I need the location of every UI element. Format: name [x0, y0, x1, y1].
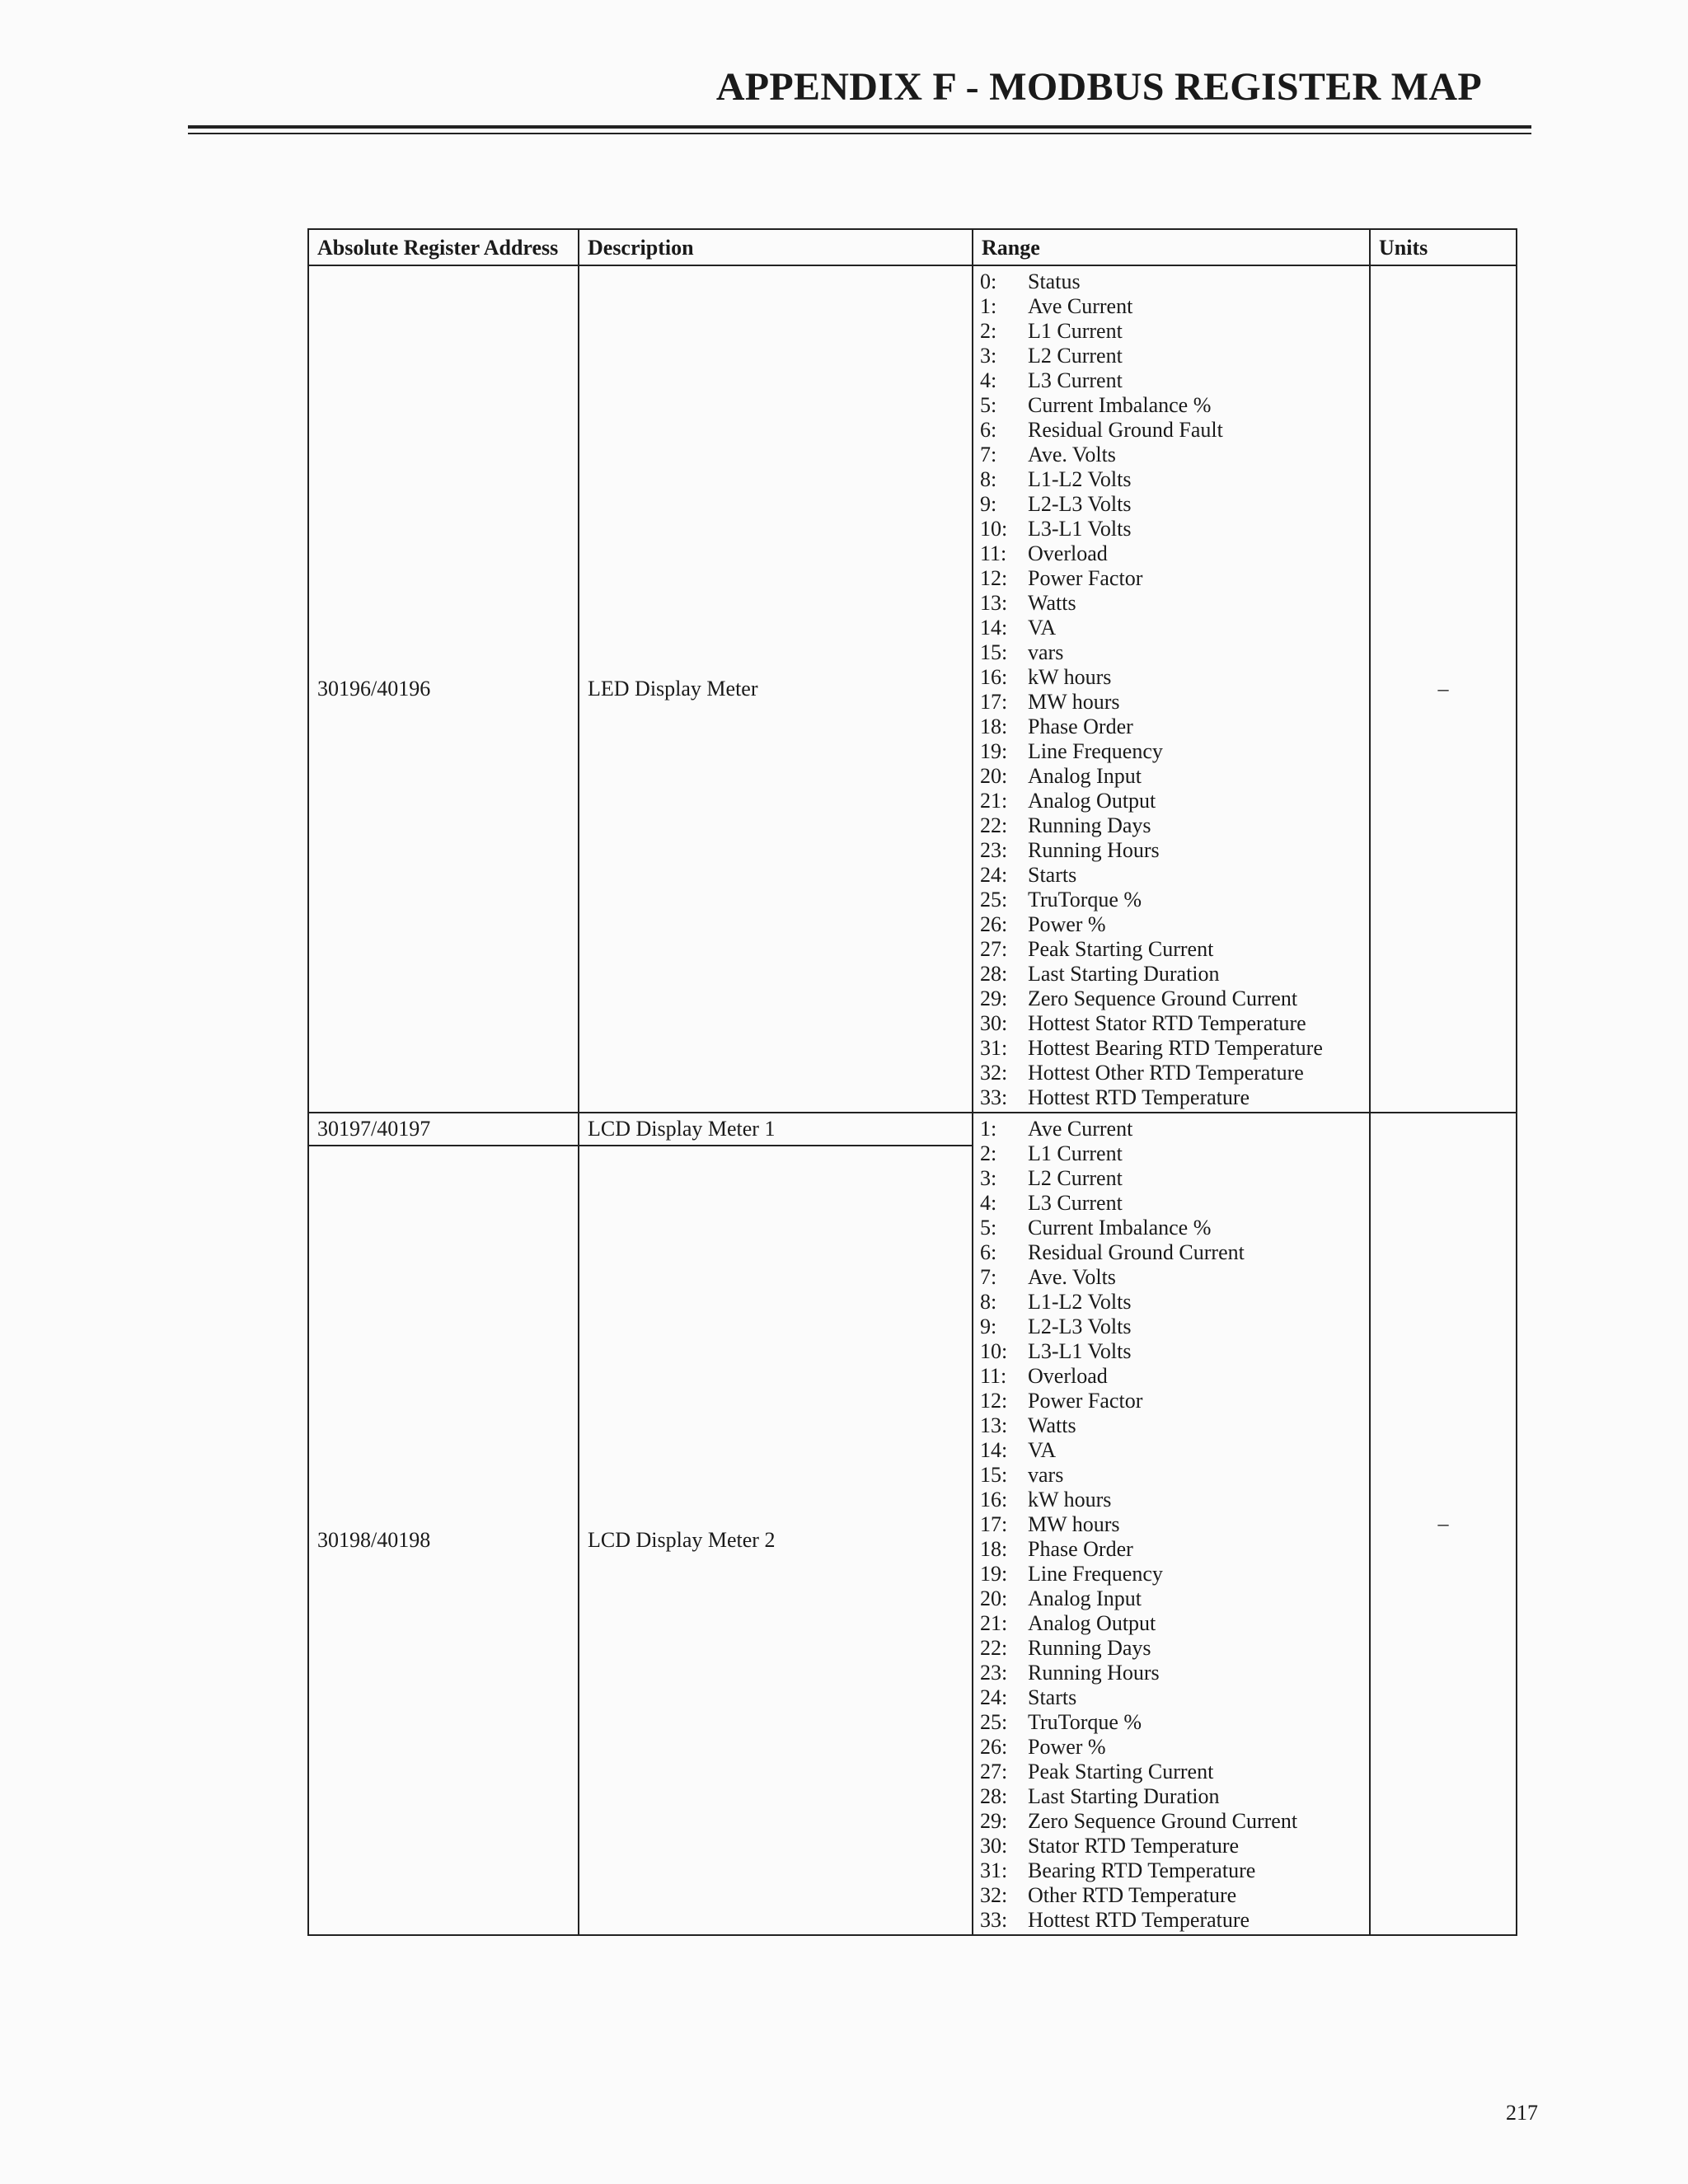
range-item-number: 0: — [980, 269, 997, 293]
range-item-number: 21: — [980, 789, 1008, 813]
range-item-label: Status — [1028, 269, 1081, 293]
range-item — [980, 1240, 1364, 1265]
modbus-register-table — [307, 228, 1517, 1936]
range-item-label: L1 Current — [1028, 1141, 1123, 1165]
description-cell: LCD Display Meter 2 — [579, 1146, 973, 1935]
range-item — [980, 987, 1364, 1011]
range-item-label: Last Starting Duration — [1028, 1784, 1220, 1808]
range-item-number: 3: — [980, 344, 997, 368]
page-number: 217 — [1506, 2101, 1538, 2125]
range-item — [980, 443, 1364, 467]
range-item-number: 1: — [980, 1117, 997, 1141]
range-item — [980, 344, 1364, 368]
range-cell — [973, 265, 1370, 1113]
range-item-label: Bearing RTD Temperature — [1028, 1858, 1256, 1882]
range-item — [980, 541, 1364, 566]
table-header-row — [308, 229, 1517, 265]
range-item-label: vars — [1028, 640, 1064, 664]
range-item-label: Ave Current — [1028, 294, 1133, 318]
range-item — [980, 962, 1364, 987]
range-item-number: 31: — [980, 1036, 1008, 1060]
range-item-number: 29: — [980, 987, 1008, 1010]
range-item-number: 18: — [980, 1537, 1008, 1561]
range-item-label: Phase Order — [1028, 1537, 1133, 1561]
range-item-label: Line Frequency — [1028, 739, 1163, 763]
range-list — [980, 1117, 1364, 1933]
range-item-label: Last Starting Duration — [1028, 962, 1220, 986]
range-item-number: 6: — [980, 418, 997, 442]
range-item-label: Peak Starting Current — [1028, 937, 1214, 961]
range-item-number: 12: — [980, 1389, 1008, 1413]
range-item-number: 27: — [980, 1760, 1008, 1783]
range-item-label: Analog Output — [1028, 789, 1156, 813]
range-item-label: kW hours — [1028, 665, 1112, 689]
address-cell: 30196/40196 — [308, 265, 579, 1113]
range-item — [980, 813, 1364, 838]
range-item-number: 16: — [980, 1488, 1008, 1511]
range-item — [980, 863, 1364, 888]
range-item-label: VA — [1028, 1438, 1057, 1462]
range-item-number: 18: — [980, 715, 1008, 738]
range-item-number: 21: — [980, 1611, 1008, 1635]
range-item — [980, 1488, 1364, 1512]
range-item-number: 1: — [980, 294, 997, 318]
range-item — [980, 690, 1364, 715]
title-rule-thin — [188, 133, 1531, 134]
range-item — [980, 665, 1364, 690]
range-item — [980, 912, 1364, 937]
range-item-label: Running Days — [1028, 1636, 1151, 1660]
range-item-number: 20: — [980, 764, 1008, 788]
range-item-label: L3-L1 Volts — [1028, 517, 1132, 541]
range-item — [980, 492, 1364, 517]
range-item-label: Line Frequency — [1028, 1562, 1163, 1586]
range-item — [980, 1537, 1364, 1562]
range-item-label: Hottest Other RTD Temperature — [1028, 1061, 1304, 1085]
range-item-number: 5: — [980, 393, 997, 417]
range-item — [980, 1290, 1364, 1315]
range-item-number: 19: — [980, 739, 1008, 763]
range-item-number: 27: — [980, 937, 1008, 961]
range-cell — [973, 1113, 1370, 1935]
range-item — [980, 1191, 1364, 1216]
range-item — [980, 393, 1364, 418]
range-item-label: L3 Current — [1028, 368, 1123, 392]
range-item-label: Other RTD Temperature — [1028, 1883, 1237, 1907]
range-item-number: 2: — [980, 1141, 997, 1165]
range-item-label: L2 Current — [1028, 1166, 1123, 1190]
title-rule-thick — [188, 125, 1531, 129]
range-item-label: kW hours — [1028, 1488, 1112, 1511]
range-item-label: Zero Sequence Ground Current — [1028, 1809, 1298, 1833]
range-item — [980, 1141, 1364, 1166]
range-item-number: 8: — [980, 467, 997, 491]
range-item-number: 12: — [980, 566, 1008, 590]
range-item-number: 13: — [980, 591, 1008, 615]
range-item-number: 7: — [980, 443, 997, 466]
range-item-number: 15: — [980, 1463, 1008, 1487]
range-item-label: Overload — [1028, 541, 1108, 565]
range-item — [980, 269, 1364, 294]
range-item — [980, 1315, 1364, 1339]
range-item-number: 20: — [980, 1586, 1008, 1610]
range-item — [980, 1166, 1364, 1191]
range-item — [980, 789, 1364, 813]
range-item-number: 24: — [980, 863, 1008, 887]
range-item-number: 5: — [980, 1216, 997, 1240]
range-item — [980, 1562, 1364, 1586]
range-item-number: 25: — [980, 888, 1008, 912]
range-item-number: 30: — [980, 1011, 1008, 1035]
range-item — [980, 1661, 1364, 1685]
range-item — [980, 888, 1364, 912]
range-item-number: 8: — [980, 1290, 997, 1314]
range-item — [980, 294, 1364, 319]
range-item-number: 31: — [980, 1858, 1008, 1882]
range-item-label: Overload — [1028, 1364, 1108, 1388]
range-item-number: 4: — [980, 1191, 997, 1215]
range-item-label: Current Imbalance % — [1028, 393, 1212, 417]
range-item-label: Zero Sequence Ground Current — [1028, 987, 1298, 1010]
range-item-number: 17: — [980, 690, 1008, 714]
range-item-label: L2-L3 Volts — [1028, 492, 1132, 516]
range-item-number: 14: — [980, 616, 1008, 640]
range-item — [980, 1364, 1364, 1389]
range-item-number: 28: — [980, 1784, 1008, 1808]
range-item — [980, 1463, 1364, 1488]
range-item — [980, 1339, 1364, 1364]
range-item-label: L3 Current — [1028, 1191, 1123, 1215]
range-item-number: 3: — [980, 1166, 997, 1190]
range-item-number: 22: — [980, 1636, 1008, 1660]
range-item — [980, 1586, 1364, 1611]
range-item — [980, 418, 1364, 443]
range-item-number: 33: — [980, 1085, 1008, 1109]
range-item — [980, 1636, 1364, 1661]
range-item — [980, 640, 1364, 665]
range-item-label: Ave Current — [1028, 1117, 1133, 1141]
range-item — [980, 591, 1364, 616]
range-item-label: vars — [1028, 1463, 1064, 1487]
range-item-label: Starts — [1028, 1685, 1077, 1709]
header-description: Description — [579, 229, 973, 265]
range-item — [980, 467, 1364, 492]
range-item — [980, 319, 1364, 344]
range-item — [980, 1265, 1364, 1290]
address-cell: 30197/40197 — [308, 1113, 579, 1146]
range-item-label: Running Hours — [1028, 838, 1160, 862]
range-item-label: Analog Input — [1028, 764, 1142, 788]
range-item-label: MW hours — [1028, 690, 1120, 714]
range-item — [980, 1858, 1364, 1883]
range-item-label: MW hours — [1028, 1512, 1120, 1536]
range-item-label: L1-L2 Volts — [1028, 467, 1132, 491]
range-item-label: Peak Starting Current — [1028, 1760, 1214, 1783]
range-item-label: Power % — [1028, 1735, 1106, 1759]
range-item — [980, 1117, 1364, 1141]
range-item — [980, 1710, 1364, 1735]
range-item-number: 29: — [980, 1809, 1008, 1833]
range-item — [980, 368, 1364, 393]
range-item — [980, 1685, 1364, 1710]
range-item-label: Ave. Volts — [1028, 443, 1116, 466]
range-item-label: Residual Ground Fault — [1028, 418, 1223, 442]
range-item — [980, 764, 1364, 789]
range-item — [980, 1438, 1364, 1463]
range-item-number: 13: — [980, 1413, 1008, 1437]
range-item — [980, 1011, 1364, 1036]
range-item — [980, 616, 1364, 640]
range-item-label: Hottest RTD Temperature — [1028, 1085, 1250, 1109]
range-item-number: 10: — [980, 1339, 1008, 1363]
range-item-number: 30: — [980, 1834, 1008, 1858]
address-cell: 30198/40198 — [308, 1146, 579, 1935]
range-item-number: 32: — [980, 1061, 1008, 1085]
range-item-number: 23: — [980, 1661, 1008, 1685]
range-item — [980, 715, 1364, 739]
range-item-number: 17: — [980, 1512, 1008, 1536]
range-item-label: Hottest Bearing RTD Temperature — [1028, 1036, 1323, 1060]
range-item-label: TruTorque % — [1028, 888, 1142, 912]
range-item — [980, 1809, 1364, 1834]
range-item-number: 23: — [980, 838, 1008, 862]
range-item — [980, 1413, 1364, 1438]
range-item — [980, 1760, 1364, 1784]
range-item-number: 2: — [980, 319, 997, 343]
range-item-label: Power % — [1028, 912, 1106, 936]
range-item — [980, 1883, 1364, 1908]
range-item-number: 32: — [980, 1883, 1008, 1907]
range-item-number: 11: — [980, 1364, 1007, 1388]
range-item-number: 24: — [980, 1685, 1008, 1709]
range-item-label: Watts — [1028, 1413, 1076, 1437]
range-item-number: 19: — [980, 1562, 1008, 1586]
range-item-number: 22: — [980, 813, 1008, 837]
range-item-label: L3-L1 Volts — [1028, 1339, 1132, 1363]
range-item-label: TruTorque % — [1028, 1710, 1142, 1734]
range-item-number: 9: — [980, 492, 997, 516]
range-item-label: Analog Input — [1028, 1586, 1142, 1610]
range-item-label: Starts — [1028, 863, 1077, 887]
range-item-number: 14: — [980, 1438, 1008, 1462]
page-title: APPENDIX F - MODBUS REGISTER MAP — [715, 65, 1482, 109]
range-item-label: Power Factor — [1028, 566, 1143, 590]
range-item-label: Stator RTD Temperature — [1028, 1834, 1240, 1858]
description-cell: LED Display Meter — [579, 265, 973, 1113]
range-item-number: 4: — [980, 368, 997, 392]
range-item — [980, 1036, 1364, 1061]
range-item-number: 16: — [980, 665, 1008, 689]
range-item-label: Phase Order — [1028, 715, 1133, 738]
range-item-label: L2-L3 Volts — [1028, 1315, 1132, 1338]
range-item-number: 9: — [980, 1315, 997, 1338]
table-row — [308, 265, 1517, 1113]
range-item-number: 26: — [980, 912, 1008, 936]
range-item-label: Watts — [1028, 591, 1076, 615]
range-item-label: Hottest RTD Temperature — [1028, 1908, 1250, 1932]
range-item-number: 10: — [980, 517, 1008, 541]
range-item — [980, 1784, 1364, 1809]
range-item-label: Running Hours — [1028, 1661, 1160, 1685]
range-item-label: Analog Output — [1028, 1611, 1156, 1635]
table-row — [308, 1113, 1517, 1146]
range-item — [980, 1061, 1364, 1085]
range-item-number: 11: — [980, 541, 1007, 565]
range-list — [980, 269, 1364, 1110]
range-item — [980, 1216, 1364, 1240]
range-item — [980, 1611, 1364, 1636]
range-item-number: 25: — [980, 1710, 1008, 1734]
range-item — [980, 566, 1364, 591]
range-item-label: Running Days — [1028, 813, 1151, 837]
header-address: Absolute Register Address — [308, 229, 579, 265]
range-item-number: 7: — [980, 1265, 997, 1289]
range-item — [980, 739, 1364, 764]
header-range: Range — [973, 229, 1370, 265]
range-item — [980, 937, 1364, 962]
range-item — [980, 838, 1364, 863]
range-item-number: 26: — [980, 1735, 1008, 1759]
range-item — [980, 1834, 1364, 1858]
range-item — [980, 1389, 1364, 1413]
range-item-label: Residual Ground Current — [1028, 1240, 1245, 1264]
range-item-label: Power Factor — [1028, 1389, 1143, 1413]
range-item-label: L1 Current — [1028, 319, 1123, 343]
range-item-label: Ave. Volts — [1028, 1265, 1116, 1289]
range-item-number: 33: — [980, 1908, 1008, 1932]
range-item-number: 15: — [980, 640, 1008, 664]
description-cell: LCD Display Meter 1 — [579, 1113, 973, 1146]
units-cell: – — [1370, 1113, 1517, 1935]
range-item-label: Hottest Stator RTD Temperature — [1028, 1011, 1306, 1035]
range-item — [980, 1512, 1364, 1537]
range-item — [980, 1085, 1364, 1110]
range-item-label: L1-L2 Volts — [1028, 1290, 1132, 1314]
range-item-number: 28: — [980, 962, 1008, 986]
units-cell: – — [1370, 265, 1517, 1113]
range-item-number: 6: — [980, 1240, 997, 1264]
range-item-label: VA — [1028, 616, 1057, 640]
header-units: Units — [1370, 229, 1517, 265]
range-item — [980, 517, 1364, 541]
range-item-label: Current Imbalance % — [1028, 1216, 1212, 1240]
range-item — [980, 1908, 1364, 1933]
range-item — [980, 1735, 1364, 1760]
range-item-label: L2 Current — [1028, 344, 1123, 368]
